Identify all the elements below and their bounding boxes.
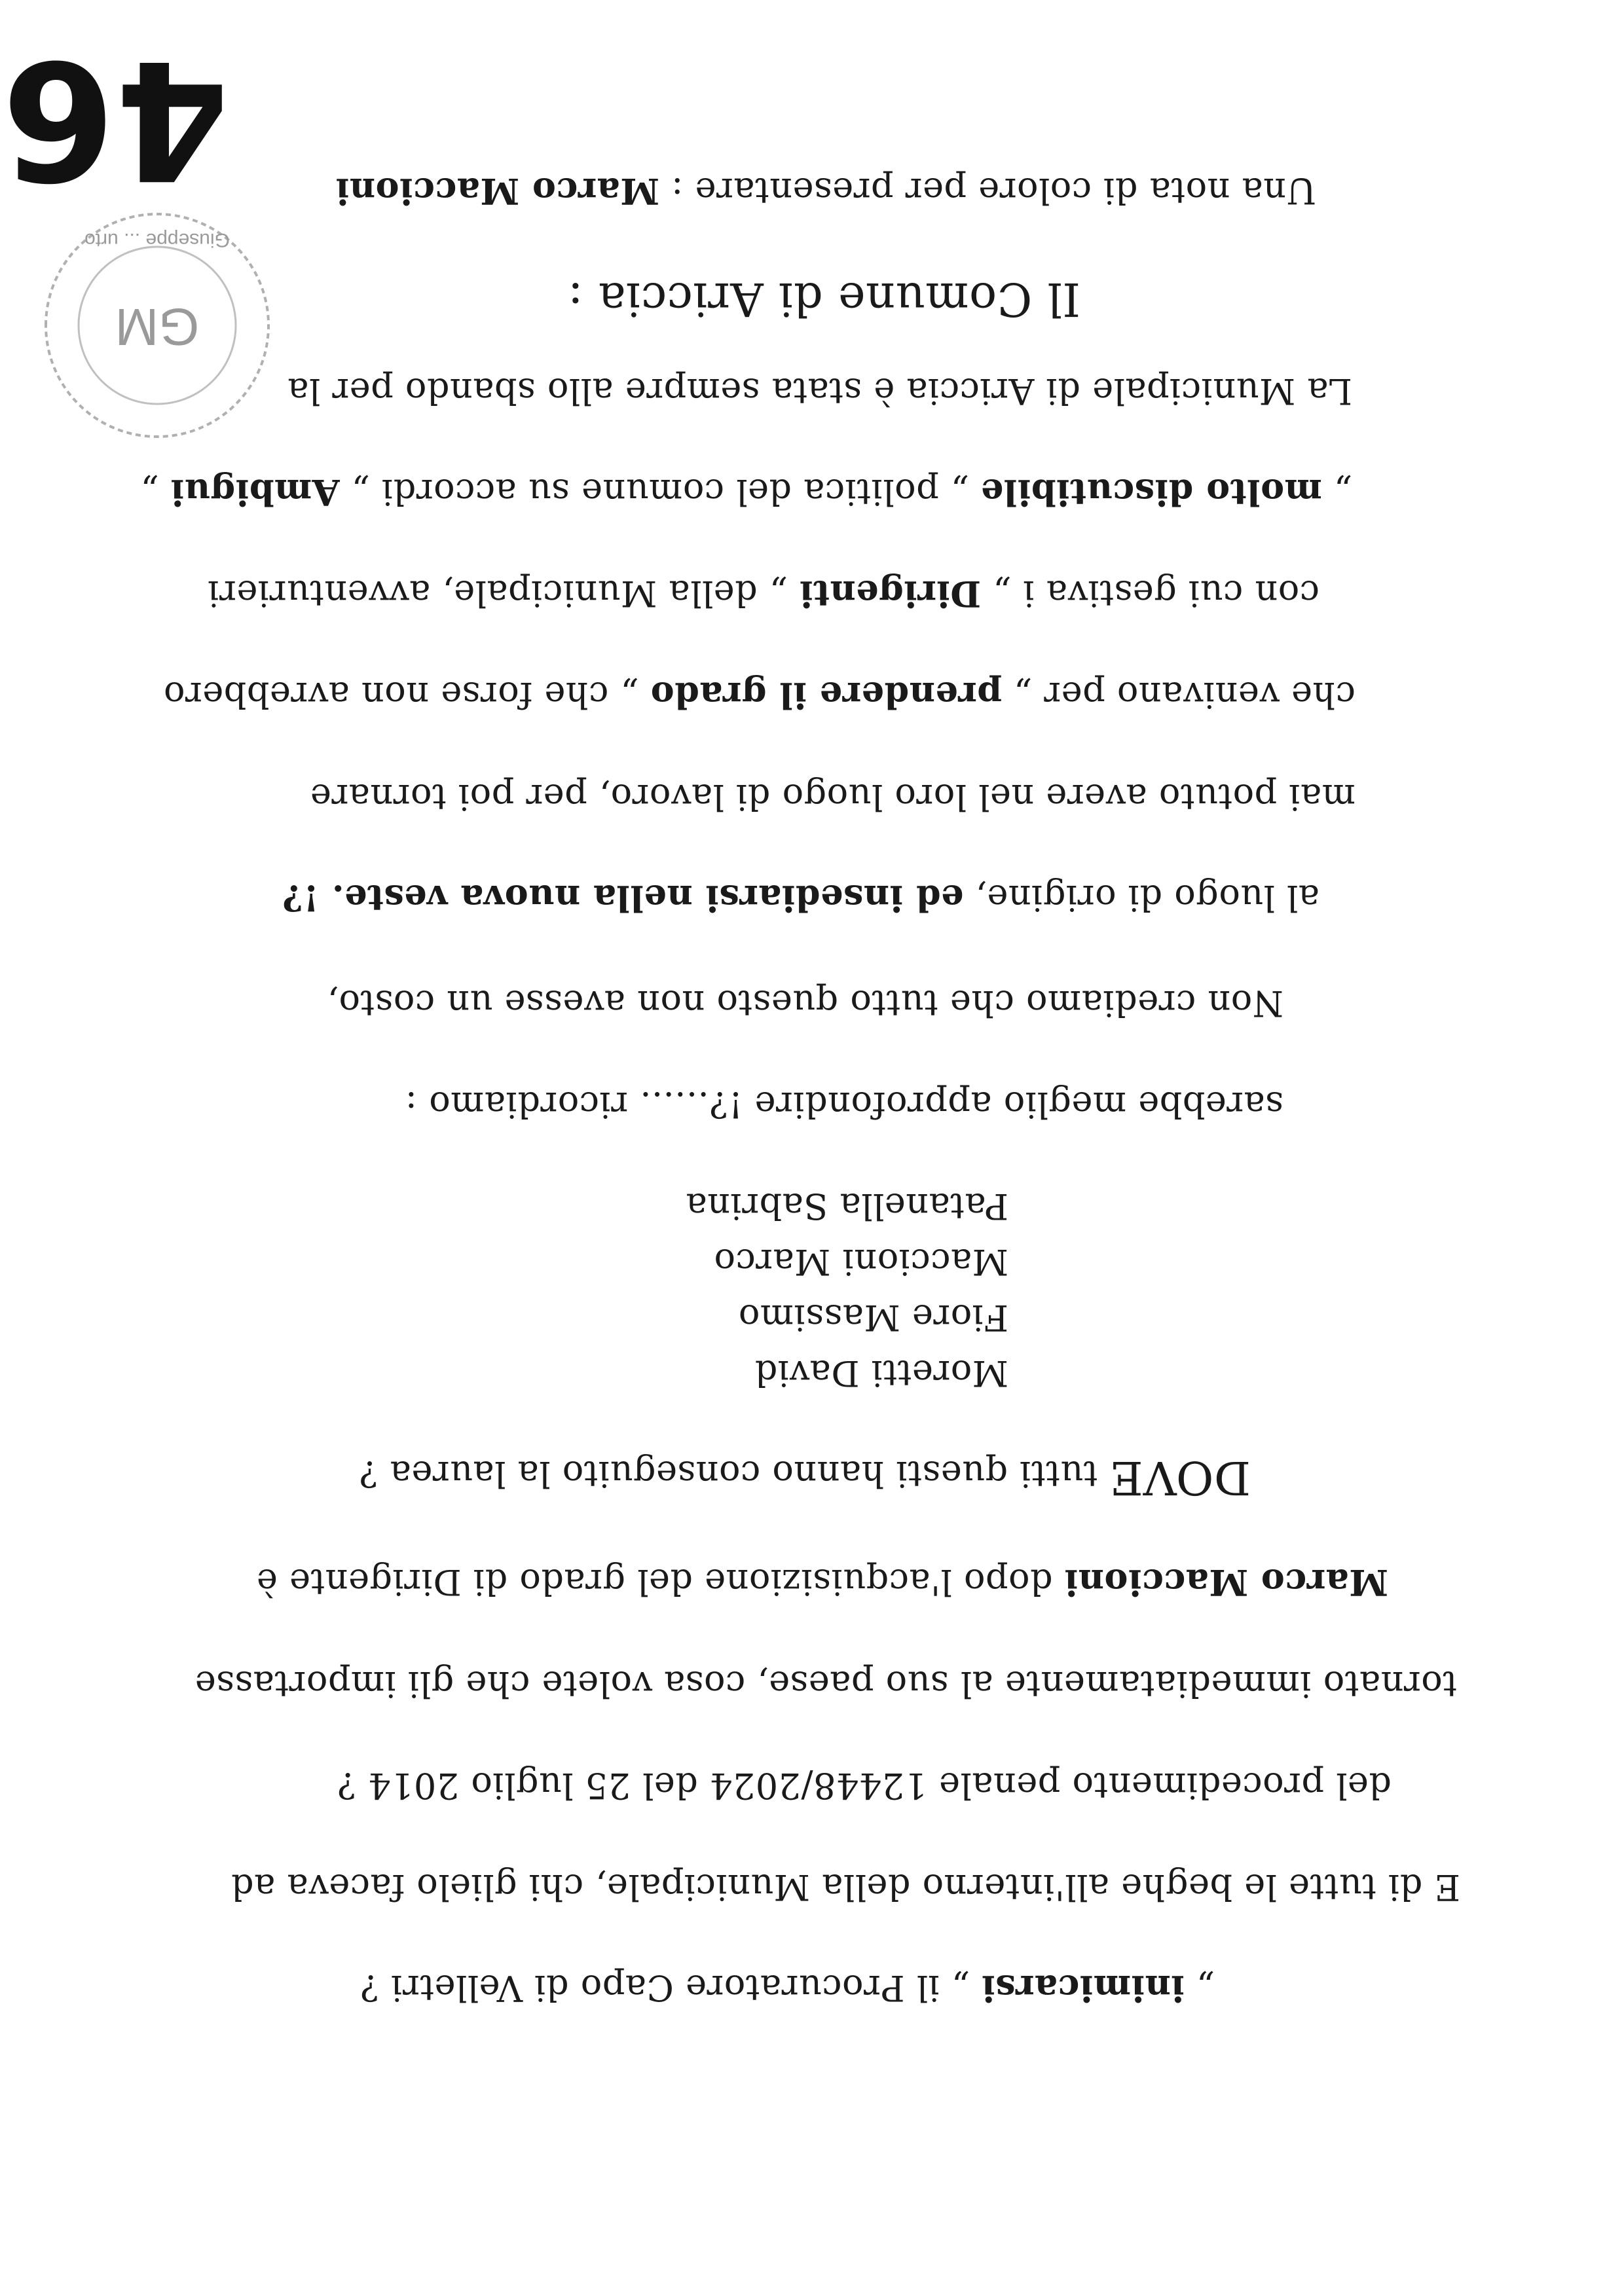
body-line: La Municipale di Ariccia è stata sempre allo sbando per la [287, 371, 1352, 412]
body-line: mai potuto avere nel loro luogo di lavoro, per poi tornare [310, 776, 1356, 818]
text: Una nota di colore per presentare : [659, 170, 1316, 211]
bold-text: ed insediarsi nella nuova veste. !? [282, 877, 964, 919]
bold-text: Ambigui [170, 471, 340, 513]
section-heading: Il Comune di Ariccia : [567, 272, 1080, 326]
body-line: tornato immediatamente al suo paese, cosa volete che gli importasse [194, 1664, 1457, 1705]
question-line [0, 1451, 1624, 1504]
emphasis-word: DOVE [1109, 1451, 1251, 1504]
body-line: sarebbe meglio approfondire !?...... ricordiamo : [405, 1084, 1283, 1125]
body-line [0, 1559, 1624, 1605]
text: „ della Municipale, avventurieri [207, 573, 800, 614]
name-list-item: Moretti David [754, 1353, 1008, 1394]
body-line [0, 1965, 1624, 2011]
text: „ [1184, 1967, 1215, 2009]
intro-line [0, 168, 1624, 214]
name-list-item: Patanella Sabrina [686, 1186, 1008, 1227]
text: „ il Procuratore Capo di Velletri ? [360, 1967, 982, 2009]
bold-name: Marco Maccioni [335, 170, 660, 212]
svg-text:GM: GM [115, 298, 200, 356]
bold-text: inimicarsi [981, 1967, 1185, 2009]
text: „ [140, 471, 171, 513]
body-line [0, 469, 1624, 515]
text: che venivano per „ [1002, 674, 1356, 716]
text: dopo l'acquisizione del grado di Dirigente è [256, 1561, 1065, 1603]
body-line: E di tutte le beghe all'interno della Municipale, chi glielo faceva ad [231, 1867, 1460, 1908]
page-number: 46 [1, 24, 229, 215]
body-line: Non crediamo che tutto questo non avesse un costo, [327, 983, 1283, 1024]
bold-text: molto discutibile [980, 471, 1322, 513]
text: tutti questi hanno conseguito la laurea ? [359, 1453, 1110, 1495]
body-line: del procedimento penale 12448/2024 del 25 luglio 2014 ? [337, 1765, 1392, 1806]
text: „ che forse non avrebbero [163, 674, 651, 716]
bold-text: Dirigenti [799, 573, 982, 615]
svg-text:Giuseppe ... urto: Giuseppe ... urto [84, 229, 230, 251]
body-line [0, 875, 1624, 921]
text: „ [1321, 471, 1352, 513]
name-list-item: Fiore Massimo [738, 1297, 1008, 1338]
body-line [0, 570, 1624, 617]
body-line [0, 672, 1624, 718]
bold-text: prendere il grado [650, 674, 1003, 716]
text: „ politica del comune su accordi „ [339, 471, 981, 513]
text: al luogo di origine, [963, 877, 1320, 919]
bold-name: Marco Maccioni [1064, 1561, 1388, 1603]
name-list-item: Maccioni Marco [713, 1241, 1008, 1283]
text: con cui gestiva i „ [981, 573, 1320, 614]
